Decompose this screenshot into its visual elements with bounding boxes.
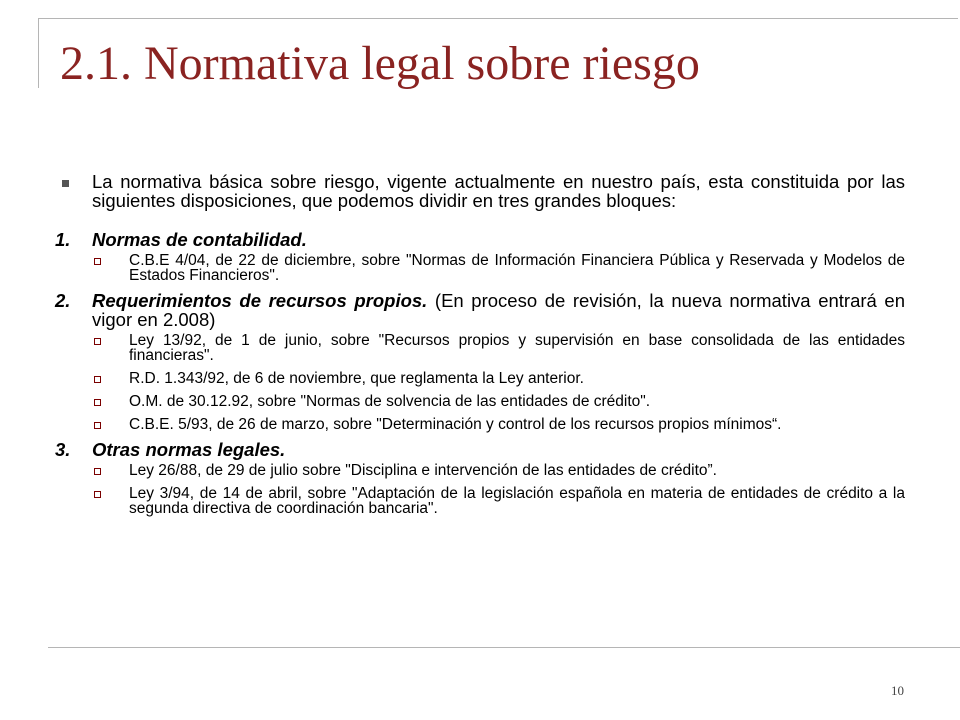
slide-title: 2.1. Normativa legal sobre riesgo xyxy=(60,37,700,90)
checkbox-bullet-icon xyxy=(94,468,101,475)
intro-text: La normativa básica sobre riesgo, vigente actualmente en nuestro país, esta constituida por las siguientes disposiciones, que podemos dividir en tres grandes bloques: xyxy=(92,171,905,211)
list-item-text: R.D. 1.343/92, de 6 de noviembre, que reglamenta la Ley anterior. xyxy=(129,370,584,387)
list-item xyxy=(55,463,905,478)
list-item-text: O.M. de 30.12.92, sobre "Normas de solvencia de las entidades de crédito". xyxy=(129,393,651,410)
frame-left-line xyxy=(38,18,39,88)
checkbox-bullet-icon xyxy=(94,258,101,265)
section-note: (En proceso de revisión, la nueva normativa entrará en vigor en 2.008) xyxy=(92,290,905,330)
section-title: Normas de contabilidad. xyxy=(92,229,307,250)
frame-top-line xyxy=(38,18,958,19)
section-heading xyxy=(55,291,905,329)
section-heading xyxy=(55,440,905,459)
section-number: 3. xyxy=(55,439,71,460)
checkbox-bullet-icon xyxy=(94,399,101,406)
section-number: 1. xyxy=(55,229,71,250)
list-item-text: Ley 3/94, de 14 de abril, sobre "Adaptación de la legislación española en materia de entidades de crédito a la segunda directiva de coordinación bancaria". xyxy=(129,485,905,517)
list-item-text: Ley 26/88, de 29 de julio sobre "Disciplina e intervención de las entidades de crédito”. xyxy=(129,462,717,479)
list-item xyxy=(55,253,905,283)
square-bullet-icon xyxy=(62,180,69,187)
list-item xyxy=(55,371,905,386)
list-item-text: Ley 13/92, de 1 de junio, sobre "Recursos propios y supervisión en base consolidada de las entidades financieras". xyxy=(129,332,905,364)
page-number: 10 xyxy=(891,683,904,698)
checkbox-bullet-icon xyxy=(94,491,101,498)
list-item-text: C.B.E. 5/93, de 26 de marzo, sobre "Determinación y control de los recursos propios mínimos“. xyxy=(129,416,782,433)
section-number: 2. xyxy=(55,290,71,311)
slide-content xyxy=(55,172,905,524)
checkbox-bullet-icon xyxy=(94,338,101,345)
section-title: Requerimientos de recursos propios. xyxy=(92,290,428,311)
list-item xyxy=(55,486,905,516)
list-item xyxy=(55,333,905,363)
footer-divider xyxy=(48,647,960,648)
intro-paragraph xyxy=(55,172,905,210)
section-title: Otras normas legales. xyxy=(92,439,286,460)
checkbox-bullet-icon xyxy=(94,376,101,383)
list-item xyxy=(55,417,905,432)
section-heading xyxy=(55,230,905,249)
list-item xyxy=(55,394,905,409)
checkbox-bullet-icon xyxy=(94,422,101,429)
list-item-text: C.B.E 4/04, de 22 de diciembre, sobre "Normas de Información Financiera Pública y Reservada y Modelos de Estados Financieros". xyxy=(129,252,905,284)
